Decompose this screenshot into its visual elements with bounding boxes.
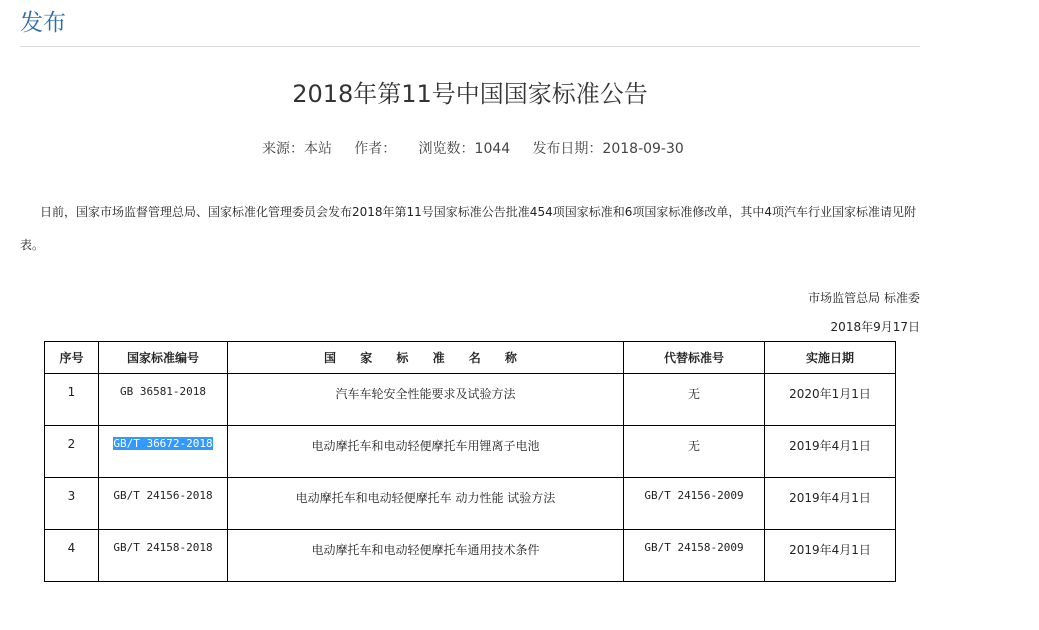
cell-index: 4	[45, 530, 99, 582]
cell-standard-name: 汽车车轮安全性能要求及试验方法	[228, 374, 624, 426]
cell-index: 2	[45, 426, 99, 478]
cell-replaced-standard: 无	[624, 374, 765, 426]
table-header-row	[45, 342, 896, 374]
meta-views: 浏览数：1044	[418, 141, 511, 157]
header-index: 序号	[45, 342, 99, 374]
header-replaced-standard: 代替标准号	[624, 342, 765, 374]
table-row	[45, 374, 896, 426]
cell-effective-date: 2019年4月1日	[765, 426, 896, 478]
cell-standard-name: 电动摩托车和电动轻便摩托车 动力性能 试验方法	[228, 478, 624, 530]
cell-index: 1	[45, 374, 99, 426]
cell-standard-name: 电动摩托车和电动轻便摩托车用锂离子电池	[228, 426, 624, 478]
standards-table	[44, 341, 896, 582]
meta-source: 来源：本站	[262, 141, 332, 157]
header-standard-number: 国家标准编号	[99, 342, 228, 374]
meta-date: 发布日期：2018-09-30	[532, 141, 684, 157]
selected-text[interactable]: GB/T 36672-2018	[113, 437, 213, 450]
article-headline: 2018年第11号中国国家标准公告	[292, 80, 648, 108]
table-row	[45, 530, 896, 582]
table-row	[45, 426, 896, 478]
cell-replaced-standard: GB/T 24158-2009	[624, 530, 765, 582]
signature-date: 2018年9月17日	[830, 320, 920, 334]
article-meta	[262, 138, 684, 158]
cell-effective-date: 2019年4月1日	[765, 478, 896, 530]
cell-standard-number[interactable]: GB/T 24156-2018	[99, 478, 228, 530]
header-effective-date: 实施日期	[765, 342, 896, 374]
cell-effective-date: 2019年4月1日	[765, 530, 896, 582]
cell-standard-number[interactable]: GB/T 24158-2018	[99, 530, 228, 582]
meta-author: 作者：	[354, 141, 397, 157]
cell-standard-number[interactable]	[99, 426, 228, 478]
cell-standard-name: 电动摩托车和电动轻便摩托车通用技术条件	[228, 530, 624, 582]
table-row	[45, 478, 896, 530]
article-body: 日前，国家市场监督管理总局、国家标准化管理委员会发布2018年第11号国家标准公告批准454项国家标准和6项国家标准修改单，其中4项汽车行业国家标准请见附表。	[20, 205, 916, 252]
cell-index: 3	[45, 478, 99, 530]
signature-org: 市场监管总局 标准委	[808, 291, 920, 305]
section-title: 发布	[20, 10, 66, 36]
cell-standard-number[interactable]: GB 36581-2018	[99, 374, 228, 426]
cell-replaced-standard: GB/T 24156-2009	[624, 478, 765, 530]
divider	[20, 46, 920, 47]
cell-replaced-standard: 无	[624, 426, 765, 478]
cell-effective-date: 2020年1月1日	[765, 374, 896, 426]
header-standard-name: 国 家 标 准 名 称	[228, 342, 624, 374]
